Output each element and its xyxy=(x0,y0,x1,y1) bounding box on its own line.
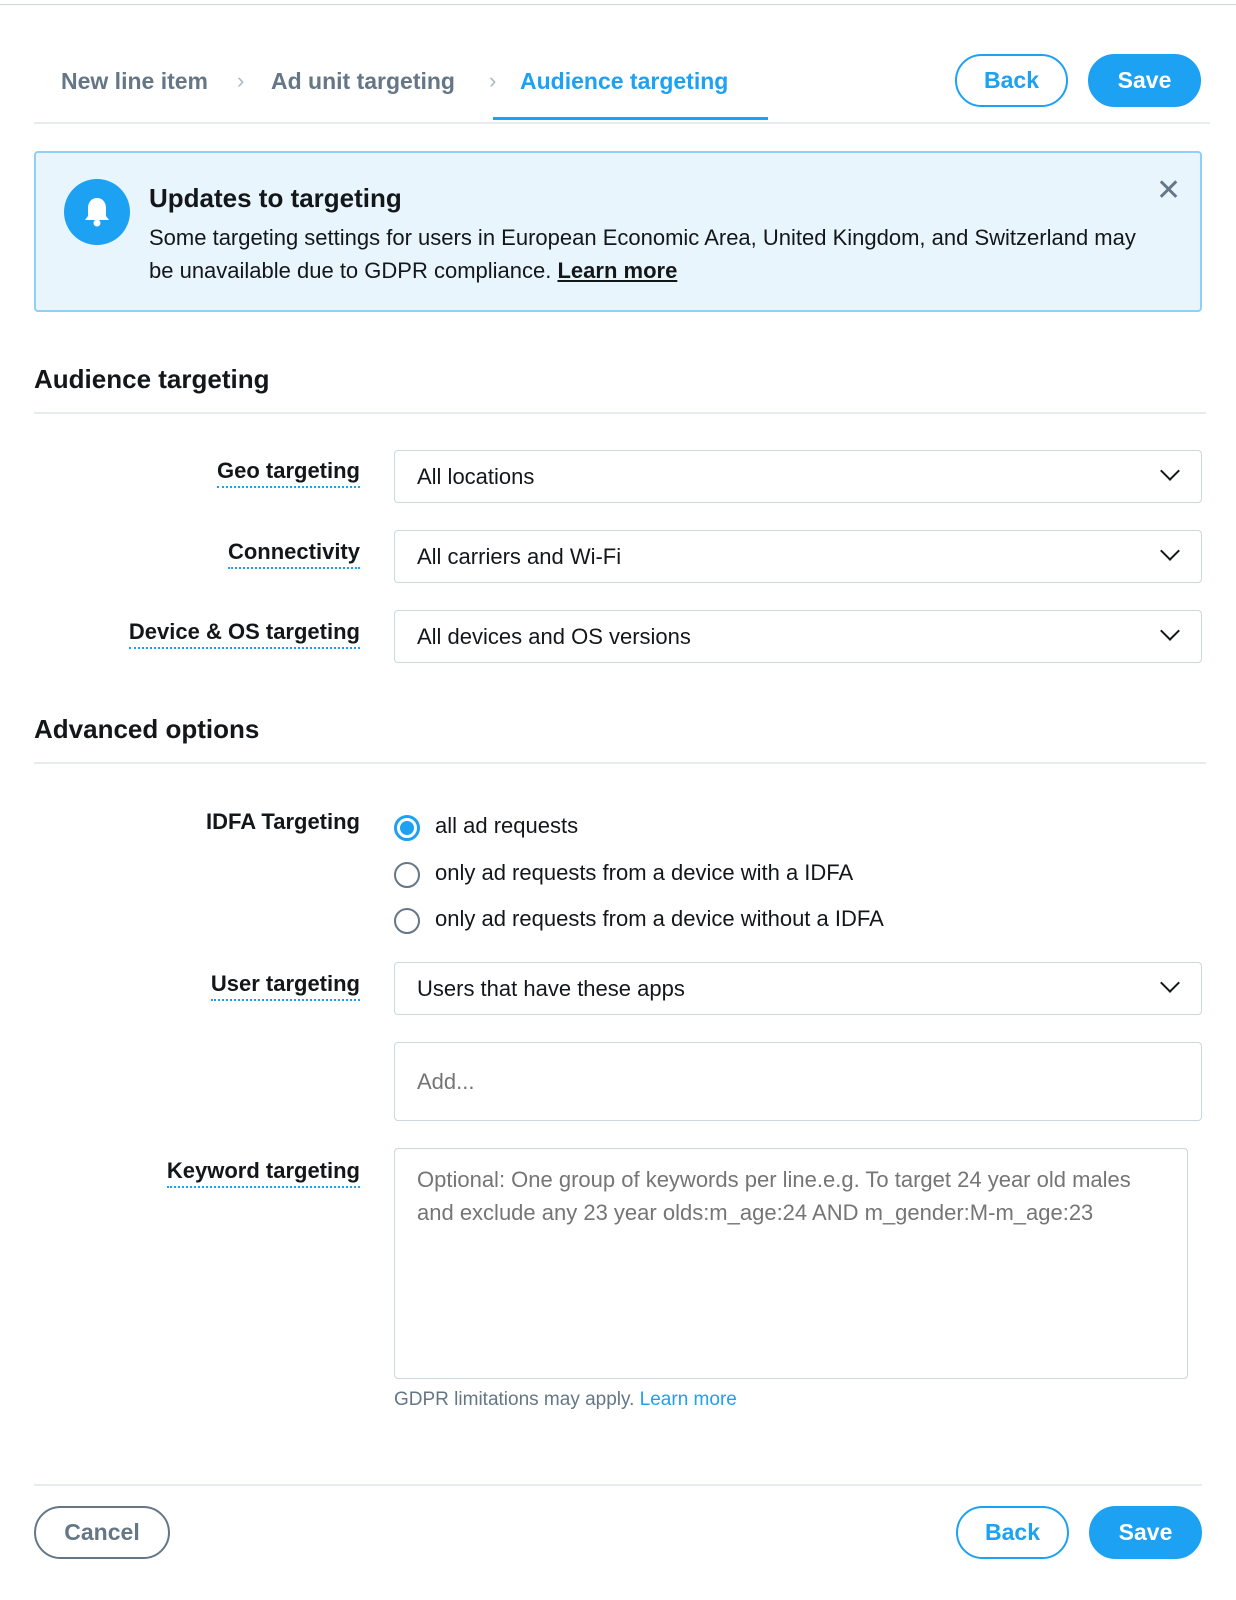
radio-all-ad-requests[interactable] xyxy=(394,815,420,841)
geo-targeting-label: Geo targeting xyxy=(217,458,360,488)
back-button[interactable]: Back xyxy=(955,54,1068,107)
device-os-select[interactable] xyxy=(394,610,1202,663)
connectivity-value: All carriers and Wi-Fi xyxy=(417,543,622,569)
breadcrumb-audience-targeting[interactable]: Audience targeting xyxy=(520,68,729,94)
radio-label[interactable]: only ad requests from a device without a IDFA xyxy=(435,906,884,931)
add-apps-input[interactable] xyxy=(394,1042,1202,1121)
idfa-label: IDFA Targeting xyxy=(206,809,360,834)
chevron-right-icon: › xyxy=(489,68,497,93)
chevron-down-icon xyxy=(1160,541,1180,561)
user-targeting-select[interactable] xyxy=(394,962,1202,1015)
bell-icon xyxy=(64,179,130,245)
banner-message: Some targeting settings for users in European Economic Area, United Kingdom, and Switzerland may be unavailable due to GDPR compliance. xyxy=(149,225,1136,283)
footer-divider xyxy=(34,1484,1202,1486)
learn-more-link[interactable]: Learn more xyxy=(557,258,678,283)
radio-with-idfa[interactable] xyxy=(394,862,420,888)
radio-label[interactable]: only ad requests from a device with a IDFA xyxy=(435,860,854,885)
banner-title: Updates to targeting xyxy=(149,183,402,213)
geo-targeting-select[interactable] xyxy=(394,450,1202,503)
breadcrumb-ad-unit-targeting[interactable]: Ad unit targeting xyxy=(271,68,455,94)
divider xyxy=(34,412,1206,414)
geo-value: All locations xyxy=(417,463,535,489)
user-value: Users that have these apps xyxy=(417,975,685,1001)
top-divider xyxy=(0,4,1236,5)
section-title-advanced: Advanced options xyxy=(34,714,260,744)
chevron-down-icon xyxy=(1160,621,1180,641)
radio-without-idfa[interactable] xyxy=(394,908,420,934)
connectivity-label: Connectivity xyxy=(228,539,360,569)
section-title-audience: Audience targeting xyxy=(34,364,270,394)
radio-label[interactable]: all ad requests xyxy=(435,813,579,838)
chevron-right-icon: › xyxy=(237,68,245,93)
chevron-down-icon xyxy=(1160,973,1180,993)
device-value: All devices and OS versions xyxy=(417,623,691,649)
banner-text xyxy=(149,221,1149,287)
connectivity-select[interactable] xyxy=(394,530,1202,583)
gdpr-help-text xyxy=(394,1389,737,1411)
keyword-textarea[interactable] xyxy=(394,1148,1188,1379)
divider xyxy=(34,762,1206,764)
gdpr-banner xyxy=(34,151,1202,312)
device-os-label: Device & OS targeting xyxy=(129,619,360,649)
user-targeting-label: User targeting xyxy=(211,971,360,1001)
help-learn-more-link[interactable]: Learn more xyxy=(639,1389,737,1410)
keyword-targeting-label: Keyword targeting xyxy=(167,1158,360,1188)
cancel-button[interactable]: Cancel xyxy=(34,1506,170,1559)
footer-back-button[interactable]: Back xyxy=(956,1506,1069,1559)
save-button[interactable]: Save xyxy=(1088,54,1201,107)
footer-save-button[interactable]: Save xyxy=(1089,1506,1202,1559)
header-divider xyxy=(34,122,1210,124)
help-text: GDPR limitations may apply. xyxy=(394,1389,635,1410)
close-icon[interactable]: ✕ xyxy=(1156,174,1182,207)
active-tab-indicator xyxy=(493,117,768,120)
chevron-down-icon xyxy=(1160,461,1180,481)
breadcrumb-new-line-item[interactable]: New line item xyxy=(61,68,208,94)
